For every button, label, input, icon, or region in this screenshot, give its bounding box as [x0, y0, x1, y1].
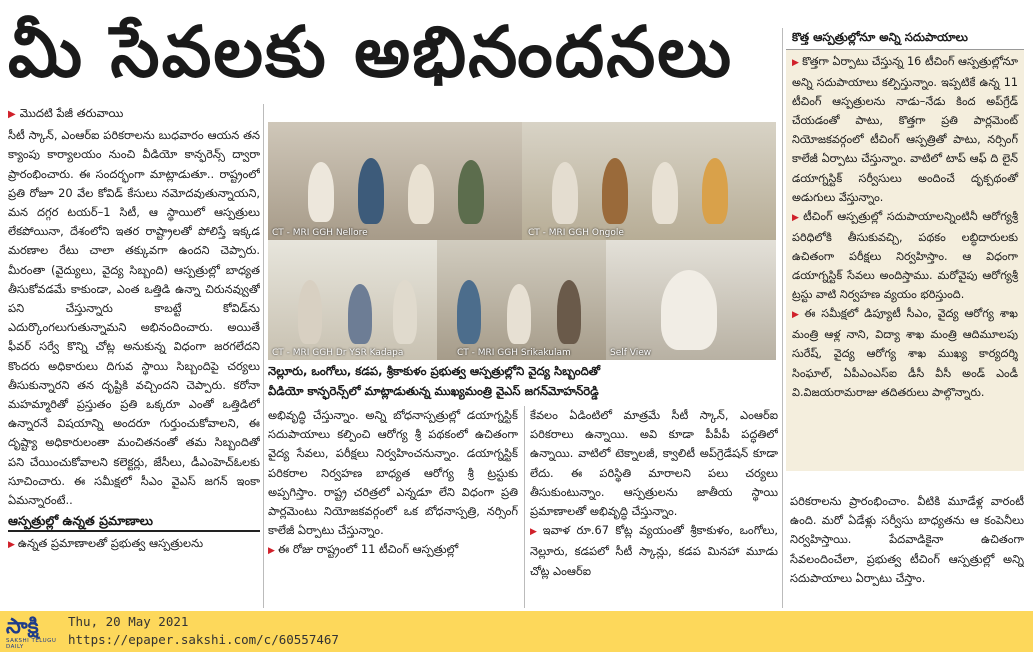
- photo-caption: [268, 361, 776, 403]
- bullet-icon: ▶: [792, 58, 800, 68]
- video-tile-label: CT - MRI GGH Ongole: [528, 228, 624, 238]
- bullet-icon: ▶: [792, 310, 802, 321]
- section-subhead: ఆస్పత్రుల్లో ఉన్నత ప్రమాణాలు: [8, 512, 260, 532]
- bullet-icon: ▶: [268, 546, 275, 557]
- article-bullet: ▶ ఈ రోజు రాష్ట్రంలో 11 టీచింగ్‌ ఆస్పత్రుల్లో: [268, 542, 459, 557]
- video-tile: [522, 122, 776, 240]
- sidebar-body: [786, 52, 1024, 402]
- caption-line: నెల్లూరు, ఒంగోలు, కడప, శ్రీకాకుళం ప్రభుత్వ ఆస్పత్రుల్లోని వైద్య సిబ్బందితో: [268, 364, 601, 378]
- bullet-icon: ▶: [792, 212, 801, 223]
- video-tile-label: CT - MRI GGH Nellore: [272, 228, 368, 238]
- column-divider: [524, 406, 525, 608]
- triangle-icon: ▶: [8, 109, 16, 120]
- continuation-kicker: ▶ మొదటి పేజీ తరువాయి: [8, 106, 124, 120]
- logo-wordmark: సాక్షి: [6, 614, 39, 638]
- article-bullet: ▶ ఉన్నత ప్రమాణాలతో ప్రభుత్వ ఆస్పత్రులను: [8, 536, 204, 551]
- column-divider: [782, 28, 783, 608]
- column-divider: [263, 104, 264, 608]
- video-tile-label: CT - MRI GGH Srikakulam: [457, 348, 571, 358]
- headline: మీ సేవలకు అభినందనలు: [8, 11, 734, 93]
- sidebar-title: కొత్త ఆస్పత్రుల్లోనూ అన్ని సదుపాయాలు: [786, 28, 1024, 50]
- epaper-footer: [0, 611, 1033, 652]
- video-tile: [268, 122, 522, 240]
- sidebar-box: [786, 28, 1024, 471]
- sakshi-logo[interactable]: [6, 614, 62, 649]
- article-column-4: [790, 492, 1024, 608]
- article-column-2: [268, 406, 518, 608]
- video-tile: [268, 240, 437, 360]
- sidebar-bullet: ▶ కొత్తగా ఏర్పాటు చేస్తున్న 16 టీచింగ్‌ ఆస్పత్రుల్లోనూ అన్ని సదుపాయాలు కల్పిస్తున్నాం. ఇప్పటికే ఉన్న 11 టీచింగ్‌ ఆస్పత్రులను నాడు–నేడు కింద అప్‌గ్రేడ్‌ చేయడంతో పాటు, కొత్తగా ప్రతి పార్లమెంట్‌ నియోజకవర్గంలో టీచింగ్‌ ఆస్పత్రితో పాటు, నర్సింగ్‌ కాలేజీ ఏర్పాటు చేస్తున్నాం. వాటిలో టాప్‌ ఆఫ్‌ ది లైన్‌ డయాగ్నస్టిక్‌ సర్వీసులు అందించే దృక్పథంతో అడుగులు వేస్తున్నాం.: [792, 55, 1019, 204]
- article-bullet: ▶ ఇవాళ రూ.67 కోట్ల వ్యయంతో శ్రీకాకుళం, ఒంగోలు, నెల్లూరు, కడపలో సీటీ స్కాన్లు, కడప మినహా మూడు చోట్ల ఎంఆర్‌ఐ: [530, 523, 778, 578]
- video-tile-label: CT - MRI GGH Dr YSR Kadapa: [272, 348, 404, 358]
- article-paragraph: సీటీ స్కాన్, ఎంఆర్‌ఐ పరికరాలను బుధవారం ఆయన తన క్యాంపు కార్యాలయం నుంచి వీడియో కాన్ఫరెన్స్‌ ద్వారా ప్రారంభించారు. ఈ సందర్భంగా మాట్లాడుతూ.. రాష్ట్రంలో ప్రతి రోజూ 20 వేల కోవిడ్‌ కేసులు నమోదవుతున్నాయని, మన దగ్గర టయర్‌–1 సిటీ, ఆ స్థాయిలో ఆస్పత్రులు లేకపోయినా, దేశంలోని ఇతర రాష్ట్రాలతో పోలిస్తే ఇక్కడ మరణాల రేటు చాలా తక్కువగా ఉందని చెప్పారు. మీరంతా (వైద్యులు, వైద్య సిబ్బంది) ఆస్పత్రుల్లో బాధ్యత తీసుకోవడమే కాకుండా, ఎంత ఒత్తిడి ఉన్నా చిరునవ్వుతో పని చేస్తున్నారు కాబట్టే కోవిడ్‌ను ఎదుర్కొంగలుగుతున్నామని అభినందించారు. అయితే ఫీవర్‌ సర్వే కొన్ని చోట్ల అనుకున్న విధంగా జరగలేదని కొందరు అధికారులు దిగువ స్థాయి సిబ్బందిపై చర్యలు తీసుకున్నారని తన దృష్టికి వచ్చిందని చెప్పారు. కరోనా మహమ్మారితో ప్రస్తుతం ప్రతి ఒక్కరూ ఎంతో ఒత్తిడిలో ఉన్నారనే విషయాన్ని అందరూ గుర్తుంచుకోవాలని, ఈ దృష్ట్యా అధికారులంతా మంచితనంతో తమ సిబ్బందితో పని చేయించుకోవాలని కలెక్టర్లు, జేసీలు, డీఎంహెచ్‌ఓలకు సూచించారు. ఈ సమీక్షలో సీఎం వైఎస్‌ జగన్‌ ఇంకా ఏమన్నారంటే..: [8, 128, 260, 508]
- sidebar-bullet: ▶ టీచింగ్‌ ఆస్పత్రుల్లో సదుపాయాలన్నింటినీ ఆరోగ్యశ్రీ పరిధిలోకి తీసుకువచ్చి, పథకం లబ్ధిదారులకు ఉచితంగా పరీక్షలు నిర్వహిస్తాం. ఆ విధంగా డయాగ్నస్టిక్‌ సేవలు అందిస్తాము. మరోవైపు ఆరోగ్యశ్రీ ట్రస్టు వాటి నిర్వహణ వ్యయం భరిస్తుంది.: [792, 209, 1019, 302]
- bullet-icon: ▶: [530, 527, 540, 538]
- video-conference-photo: [268, 122, 776, 360]
- video-tile-label: Self View: [610, 348, 652, 358]
- article-paragraph: కేవలం ఏడింటిలో మాత్రమే సీటీ స్కాన్, ఎంఆర్‌ఐ పరికరాలు ఉన్నాయి. అవి కూడా పీపీపీ పద్ధతిలో ఉన్నాయి. వాటిలో టెక్నాలజీ, క్వాలిటీ అప్‌గ్రెడేషన్‌ కూడా లేదు. ఈ పరిస్థితి మారాలని పలు చర్యలు తీసుకుంటున్నాం. ఆస్పత్రులను జాతీయ స్థాయి ప్రమాణాలతో అభివృద్ధి చేస్తున్నాం.: [530, 408, 778, 519]
- article-url-link[interactable]: https://epaper.sakshi.com/c/60557467: [68, 632, 339, 647]
- sidebar-bullet: ▶ ఈ సమీక్షలో డిప్యూటీ సీఎం, వైద్య ఆరోగ్య శాఖ మంత్రి ఆళ్ల నాని, విద్యా శాఖ మంత్రి ఆదిమూలపు సురేష్, వైద్య ఆరోగ్య శాఖ ముఖ్య కార్యదర్శి సింఘాల్, ఏపీఎంఎస్‌ఐ డీసీ వీసీ అండ్‌ ఎండీ వి.విజయరామరాజు తదితరులు పాల్గొన్నారు.: [792, 307, 1019, 399]
- video-tile-self: [606, 240, 776, 360]
- video-tile: [437, 240, 606, 360]
- caption-line: వీడియో కాన్ఫరెన్స్‌లో మాట్లాడుతున్న ముఖ్యమంత్రి వైఎస్‌ జగన్‌మోహన్‌రెడ్డి: [268, 384, 599, 398]
- article-column-3: [530, 406, 778, 608]
- article-paragraph: పరికరాలను ప్రారంభించాం. వీటికి మూడేళ్ల వారంటీ ఉంది. మరో ఏడేళ్లు సర్వీసు బాధ్యతను ఆ కంపెనీలు నిర్వహిస్తాయి. పేదవాడికైనా ఉచితంగా సేవలందించేలా, ప్రభుత్వ టీచింగ్‌ ఆస్పత్రుల్లో అన్ని సదుపాయాలు ఏర్పాటు చేస్తాం.: [790, 494, 1024, 585]
- bullet-icon: ▶: [8, 540, 15, 551]
- logo-tagline: SAKSHI TELUGU DAILY: [6, 638, 57, 650]
- edition-date: Thu, 20 May 2021: [68, 614, 189, 629]
- article-paragraph: అభివృద్ధి చేస్తున్నాం. అన్ని బోధనాస్పత్రుల్లో డయాగ్నస్టిక్‌ సదుపాయాలు కల్పించి ఆరోగ్య శ్రీ పథకంలో ఉచితంగా వైద్య సేవలు, పరీక్షలు నిర్వహించనున్నాం. డయాగ్నస్టిక్‌ పరికరాల నిర్వహణ బాధ్యత ఆరోగ్య శ్రీ ట్రస్టుకు అప్పగిస్తాం. రాష్ట్ర చరిత్రలో ఎన్నడూ లేని విధంగా ప్రతి పార్లమెంటు నియోజకవర్గంలో ఒక బోధనాస్పత్రి, నర్సింగ్‌ కాలేజీ ఏర్పాటు చేస్తున్నాం.: [268, 408, 518, 538]
- article-column-1: [8, 104, 260, 608]
